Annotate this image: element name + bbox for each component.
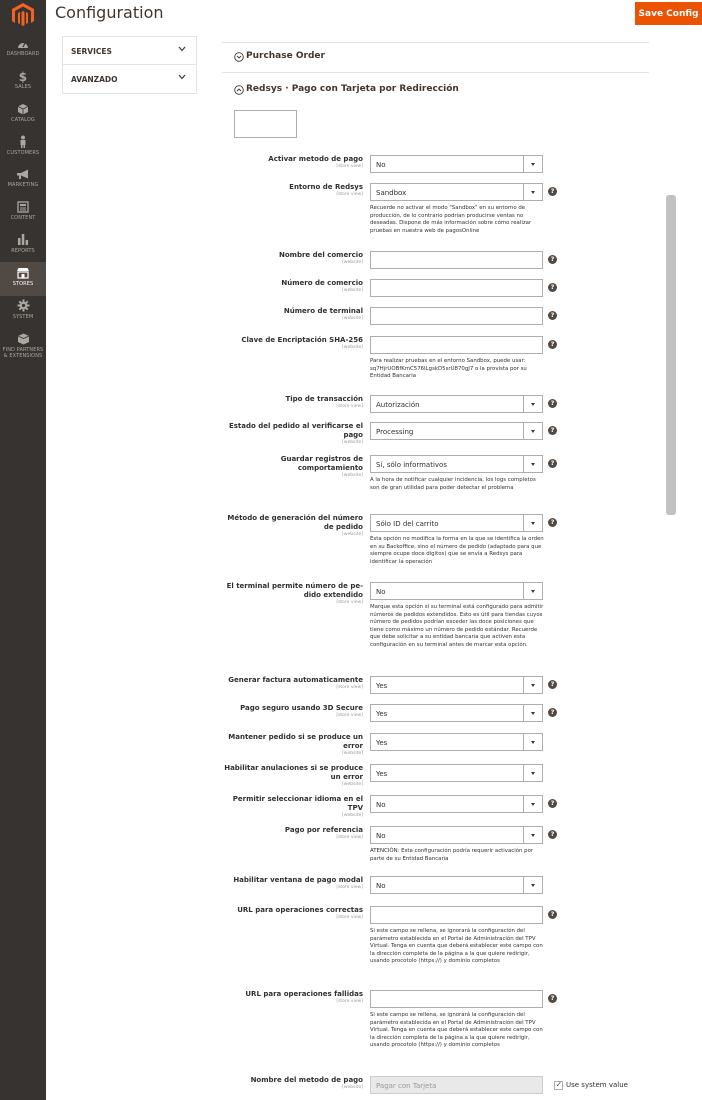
field-label: [223, 582, 363, 606]
megaphone-icon: [16, 169, 30, 180]
field-scope: [store view]: [336, 164, 363, 169]
divider: [222, 42, 649, 43]
select-field[interactable]: [370, 582, 543, 600]
field-label: [223, 455, 363, 479]
field-value: No: [376, 588, 386, 596]
help-icon[interactable]: ?: [548, 283, 557, 292]
field-value: No: [376, 161, 386, 169]
field-label-text: Número de comercio: [281, 279, 363, 287]
nav-dashboard[interactable]: DASHBOARD: [0, 39, 46, 57]
field-note: Marque esta opción si su terminal está configurado para admitir números de pedidos extendidos. Esto es útil para tiendas cuyos número de pedidos podrían exceder las doce posiciones que tiene como máximo un número de pedido estándar. Recuerde que debe solicitar a su entidad bancaria que activen esta configuración en su terminal antes de marcar esta opción.: [370, 604, 544, 648]
field-scope: [store view]: [336, 999, 363, 1004]
field-scope: [website]: [342, 288, 363, 293]
field-label: [223, 336, 363, 351]
help-icon[interactable]: ?: [548, 459, 557, 468]
field-scope: [website]: [342, 345, 363, 350]
field-value: Autorización: [376, 401, 420, 409]
chevron-down-icon: [178, 74, 186, 80]
field-value: Yes: [376, 682, 388, 690]
select-field[interactable]: [370, 514, 543, 532]
person-icon: [17, 135, 29, 148]
field-label-text: Mantener pedido si se produce un error: [228, 733, 363, 750]
field-label: [223, 876, 363, 891]
field-scope: [store view]: [336, 404, 363, 409]
section-purchase-order[interactable]: [234, 50, 634, 64]
text-input[interactable]: [370, 279, 543, 297]
help-icon[interactable]: ?: [548, 994, 557, 1003]
dropdown-arrow-icon[interactable]: [523, 184, 542, 200]
bar-chart-icon: [17, 233, 29, 246]
page-title: Configuration: [55, 3, 164, 22]
field-label-text: Tipo de transacción: [285, 395, 363, 403]
field-scope: [website]: [342, 813, 363, 818]
section-redsys[interactable]: [234, 83, 634, 97]
tab-avanzado[interactable]: [63, 65, 196, 93]
field-label: [223, 906, 363, 921]
nav-stores[interactable]: STORES: [0, 262, 46, 296]
text-input[interactable]: [370, 906, 543, 924]
dropdown-arrow-icon[interactable]: [523, 156, 542, 172]
nav-system[interactable]: SYSTEM: [0, 299, 46, 320]
field-value: Sí, sólo informativos: [376, 461, 447, 469]
text-input: [370, 1076, 543, 1094]
text-input[interactable]: [370, 336, 543, 354]
page-header: [46, 0, 699, 30]
select-field[interactable]: [370, 764, 543, 782]
field-note: Si este campo se rellena, se ignorará la configuración del parámetro establecida en el Portal de Administración del TPV Virtual. Tenga en cuenta que deberá establecer este campo con la dirección completa de la página a la que quiere redirigir, usando procotolo (https://) y dominio completos: [370, 928, 543, 965]
field-value: No: [376, 832, 386, 840]
field-label-text: Nombre del metodo de pago: [250, 1076, 363, 1084]
field-label: [223, 155, 363, 170]
field-label-text: Activar metodo de pago: [268, 155, 363, 163]
help-icon[interactable]: ?: [548, 799, 557, 808]
field-label: [223, 733, 363, 757]
chevron-down-icon: [178, 46, 186, 52]
redsys-logo-image: [234, 110, 297, 138]
field-label: [223, 251, 363, 266]
field-label: [223, 704, 363, 719]
divider: [222, 72, 649, 73]
field-note: Esta opción no modifica la forma en la que se identifica la orden en su Backoffice, sino el número de pedido (adaptado para que siempre ocupe doce dígitos) que se envía a Redsys para identificar la operación: [370, 536, 544, 565]
field-label-text: Guardar registros de comportamiento: [280, 455, 363, 472]
use-system-value-checkbox[interactable]: [554, 1081, 563, 1090]
field-label-text: El terminal permite número de pe-dido extendido: [226, 582, 363, 599]
field-label: [223, 764, 363, 788]
field-scope: [store view]: [336, 600, 363, 605]
select-field[interactable]: [370, 733, 543, 751]
select-field[interactable]: [370, 676, 543, 694]
section-title: Purchase Order: [246, 51, 325, 61]
field-value: Yes: [376, 739, 388, 747]
content-icon: [17, 201, 29, 213]
field-label: [223, 514, 363, 538]
dropdown-arrow-icon[interactable]: [523, 396, 542, 412]
help-icon[interactable]: ?: [548, 255, 557, 264]
text-input[interactable]: [370, 990, 543, 1008]
store-icon: [16, 267, 30, 279]
help-icon[interactable]: ?: [548, 311, 557, 320]
field-label-text: Clave de Encriptación SHA-256: [241, 336, 363, 344]
nav-customers[interactable]: CUSTOMERS: [0, 135, 46, 156]
field-label-text: Permitir seleccionar idioma en el TPV: [232, 795, 363, 812]
dropdown-arrow-icon[interactable]: [523, 705, 542, 721]
field-scope: [website]: [342, 532, 363, 537]
nav-catalog[interactable]: CATALOG: [0, 103, 46, 123]
dropdown-arrow-icon[interactable]: [523, 423, 542, 439]
help-icon[interactable]: ?: [548, 910, 557, 919]
tab-label: SERVICES: [71, 47, 112, 56]
dropdown-arrow-icon[interactable]: [523, 583, 542, 599]
config-tabs: [62, 36, 197, 94]
field-label: [223, 795, 363, 819]
dropdown-arrow-icon[interactable]: [523, 877, 542, 893]
field-label-text: Estado del pedido al verificarse el pago: [228, 422, 363, 439]
use-system-value-label: Use system value: [566, 1081, 628, 1089]
dropdown-arrow-icon[interactable]: [523, 515, 542, 531]
field-scope: [store view]: [336, 915, 363, 920]
field-note: ATENCIÓN: Esta configuración podría requerir activación por parte de su Entidad Bancaria: [370, 848, 534, 862]
field-label-text: URL para operaciones fallidas: [245, 990, 363, 998]
field-label-text: Pago seguro usando 3D Secure: [240, 704, 363, 712]
field-label-text: Entorno de Redsys: [289, 183, 363, 191]
help-icon[interactable]: ?: [548, 426, 557, 435]
nav-marketing[interactable]: MARKETING: [0, 169, 46, 188]
field-scope: [website]: [342, 782, 363, 787]
field-scope: [website]: [342, 473, 363, 478]
select-field[interactable]: [370, 155, 543, 173]
field-value: Processing: [376, 428, 414, 436]
field-value: Sandbox: [376, 189, 407, 197]
field-label: [223, 279, 363, 294]
field-label-text: Número de terminal: [283, 307, 363, 315]
nav-content[interactable]: CONTENT: [0, 201, 46, 221]
select-field[interactable]: [370, 704, 543, 722]
dropdown-arrow-icon[interactable]: [523, 677, 542, 693]
select-field[interactable]: [370, 826, 543, 844]
gear-icon: [17, 299, 30, 312]
field-note: Recuerde no activar el modo "Sandbox" en su entorno de producción, de lo contrario podrían producirse ventas no deseadas. Dispone de más información sobre cómo realizar pruebas en nuestra web de pagosOnline: [370, 205, 532, 234]
field-scope: [website]: [342, 751, 363, 756]
field-scope: [store view]: [336, 885, 363, 890]
field-value: Sólo ID del carrito: [376, 520, 439, 528]
field-value: Yes: [376, 710, 388, 718]
scrollbar[interactable]: [666, 195, 676, 515]
nav-reports[interactable]: REPORTS: [0, 233, 46, 254]
select-field[interactable]: [370, 876, 543, 894]
help-icon[interactable]: ?: [548, 187, 557, 196]
field-label-text: Pago por referencia: [284, 826, 363, 834]
text-input[interactable]: [370, 251, 543, 269]
field-label: [223, 1076, 363, 1091]
field-label-text: Método de generación del número de pedido: [227, 514, 363, 531]
field-label: [223, 422, 363, 446]
select-field[interactable]: [370, 422, 543, 440]
collapse-icon: [234, 85, 244, 95]
tab-services[interactable]: [63, 37, 196, 65]
field-scope: [store view]: [336, 835, 363, 840]
nav-sales[interactable]: $ SALES: [14, 70, 32, 90]
field-note: Para realizar pruebas en el entorno Sandbox, puede usar: sq7HjrUOBfKmC576ILgskD5srU870gJ7 o la provista por su Entidad Bancaria: [370, 358, 527, 380]
dropdown-arrow-icon[interactable]: [523, 734, 542, 750]
field-scope: [website]: [342, 260, 363, 265]
field-value: No: [376, 801, 386, 809]
dropdown-arrow-icon[interactable]: [523, 765, 542, 781]
help-icon[interactable]: ?: [548, 518, 557, 527]
save-config-button[interactable]: Save Config: [635, 2, 702, 25]
field-value: Yes: [376, 770, 388, 778]
field-label-text: Generar factura automaticamente: [228, 676, 363, 684]
field-label-text: URL para operaciones correctas: [237, 906, 363, 914]
dollar-icon: [17, 71, 29, 82]
field-label: [223, 990, 363, 1005]
help-icon[interactable]: ?: [548, 708, 557, 717]
select-field[interactable]: [370, 183, 543, 201]
dropdown-arrow-icon[interactable]: [523, 456, 542, 472]
cube-icon: [17, 103, 29, 115]
select-field[interactable]: [370, 395, 543, 413]
select-field[interactable]: [370, 455, 543, 473]
field-scope: [store view]: [336, 713, 363, 718]
admin-sidebar: [0, 0, 46, 1100]
field-scope: [website]: [342, 440, 363, 445]
dashboard-icon: [17, 39, 29, 49]
field-label-text: Nombre del comercio: [278, 251, 363, 259]
tab-label: AVANZADO: [71, 75, 118, 84]
help-icon[interactable]: ?: [548, 399, 557, 408]
field-label-text: Habilitar anulaciones si se produce un error: [224, 764, 363, 781]
help-icon[interactable]: ?: [548, 830, 557, 839]
text-input[interactable]: [370, 307, 543, 325]
help-icon[interactable]: ?: [548, 680, 557, 689]
field-label: [223, 395, 363, 410]
field-scope: [store view]: [336, 192, 363, 197]
field-label-text: Habilitar ventana de pago modal: [233, 876, 363, 884]
magento-logo-icon[interactable]: [12, 3, 34, 27]
box-icon: [17, 333, 30, 345]
field-note: A la hora de notificar cualquier incidencia, los logs completos son de gran utilidad para poder detectar el problema: [370, 477, 536, 491]
field-scope: [store view]: [336, 685, 363, 690]
field-value: Pagar con Tarjeta: [376, 1082, 437, 1090]
field-label: [223, 183, 363, 198]
dropdown-arrow-icon[interactable]: [523, 796, 542, 812]
field-label: [223, 307, 363, 322]
nav-find-partners[interactable]: FIND PARTNERS & EXTENSIONS: [0, 333, 46, 359]
expand-icon: [234, 52, 244, 62]
field-label: [223, 676, 363, 691]
help-icon[interactable]: ?: [548, 340, 557, 349]
dropdown-arrow-icon[interactable]: [523, 827, 542, 843]
field-scope: [website]: [342, 1085, 363, 1090]
field-label: [223, 826, 363, 841]
svg-text:$: $: [18, 70, 28, 84]
section-title: Redsys · Pago con Tarjeta por Redirección: [246, 84, 459, 94]
field-value: No: [376, 882, 386, 890]
select-field[interactable]: [370, 795, 543, 813]
field-scope: [website]: [342, 316, 363, 321]
field-note: Si este campo se rellena, se ignorará la configuración del parámetro establecida en el Portal de Administración del TPV Virtual. Tenga en cuenta que deberá establecer este campo con la dirección completa de la página a la que quiere redirigir, usando procotolo (https://) y dominio completos: [370, 1012, 543, 1049]
